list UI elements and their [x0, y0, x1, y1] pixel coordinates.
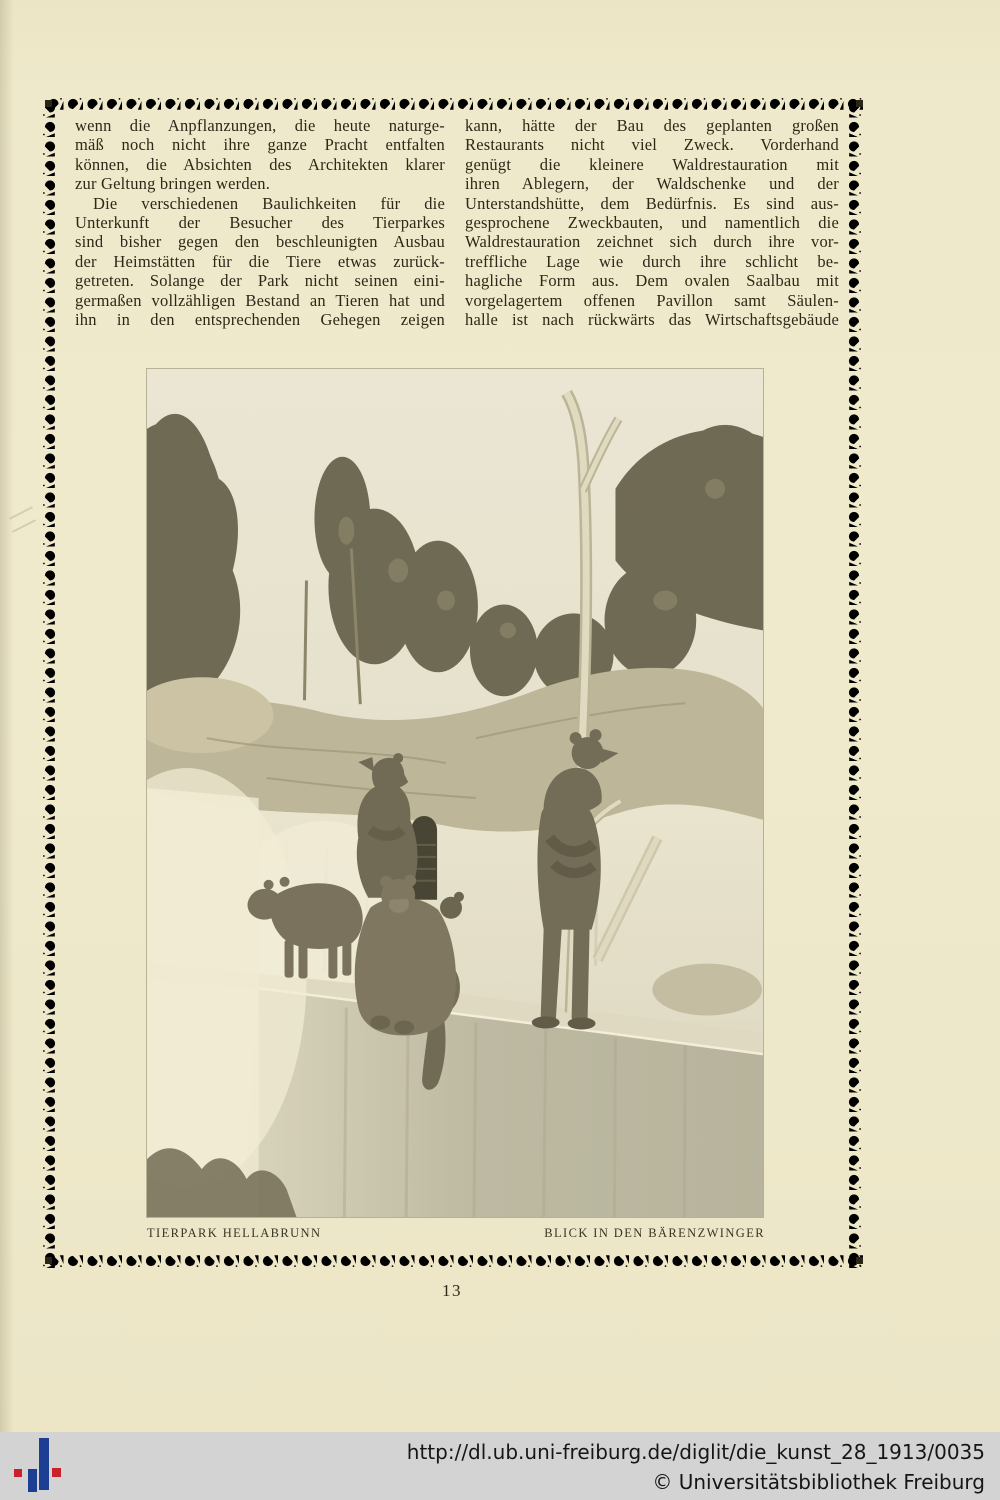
logo-red-square-right — [52, 1468, 61, 1477]
text-line: hagliche Form aus. Dem ovalen Saalbau mit — [465, 271, 839, 291]
text-line: zur Geltung bringen werden. — [75, 174, 271, 194]
photo-caption-row — [147, 1226, 765, 1241]
page-edge-shadow — [0, 0, 14, 1432]
text-line: germaßen vollzähligen Bestand an Tieren hat und — [75, 290, 445, 310]
text-line: sind bisher gegen den beschleunigten Ausbau — [75, 232, 445, 252]
border-corner-square — [45, 100, 52, 107]
text-column-left — [75, 116, 445, 329]
viewer-footer — [0, 1432, 1000, 1500]
caption-right: BLICK IN DEN BÄRENZWINGER — [544, 1226, 765, 1240]
text-line: vorgelagertem offenen Pavillon samt Säulen- — [465, 290, 839, 310]
text-line: können, die Absichten des Architekten klarer — [75, 154, 445, 174]
border-corner-square — [856, 100, 863, 107]
ub-freiburg-logo — [14, 1438, 64, 1494]
text-line: Unterkunft der Besucher des Tierparkes — [75, 213, 445, 233]
text-line: kann, hätte der Bau des geplanten großen — [465, 116, 839, 135]
ornamental-border-top — [44, 97, 864, 113]
text-line: halle ist nach rückwärts das Wirtschaftsgebäude — [465, 310, 839, 330]
photo-sepia-wash — [147, 369, 763, 1217]
text-line: mäß noch nicht ihre ganze Pracht entfalten — [75, 135, 445, 155]
text-line: Restaurants nicht viel Zweck. Vorderhand — [465, 135, 839, 155]
logo-blue-bar-short — [28, 1469, 37, 1492]
text-line: Waldrestauration zeichnet sich durch ihre vor- — [465, 232, 839, 252]
text-line: Die verschiedenen Baulichkeiten für die — [93, 193, 445, 213]
pencil-marks — [8, 512, 42, 542]
border-corner-square — [856, 1257, 863, 1264]
text-line: ihren Ablegern, der Waldschenke und der — [465, 174, 839, 194]
border-corner-square — [45, 1257, 52, 1264]
text-line: gesprochene Zweckbauten, und namentlich die — [465, 213, 839, 233]
text-line: der Heimstätten für die Tiere etwas zurück- — [75, 251, 445, 271]
ornamental-border-bottom — [44, 1252, 864, 1268]
ornamental-border-right — [846, 98, 862, 1268]
photo-baerenzwinger — [146, 368, 764, 1218]
ornamental-border-left — [42, 98, 58, 1268]
page-number: 13 — [442, 1281, 462, 1300]
text-line: wenn die Anpflanzungen, die heute naturge- — [75, 116, 445, 135]
footer-text — [407, 1440, 985, 1494]
text-column-right — [465, 116, 839, 329]
text-line: Unterstandshütte, dem Bedürfnis. Es sind aus- — [465, 193, 839, 213]
text-line: getreten. Solange der Park nicht seinen eini- — [75, 271, 445, 291]
footer-url: http://dl.ub.uni-freiburg.de/diglit/die_kunst_28_1913/0035 — [406, 1440, 985, 1464]
text-line: genügt die kleinere Waldrestauration mit — [465, 154, 839, 174]
caption-left: TIERPARK HELLABRUNN — [147, 1226, 322, 1240]
text-line: treffliche Lage wie durch ihre schlicht be- — [465, 251, 839, 271]
footer-copyright: © Universitätsbibliothek Freiburg — [652, 1470, 985, 1494]
text-line: ihn in den entsprechenden Gehegen zeigen — [75, 310, 445, 330]
logo-blue-bar-tall — [39, 1438, 49, 1490]
logo-red-square-left — [14, 1469, 22, 1477]
